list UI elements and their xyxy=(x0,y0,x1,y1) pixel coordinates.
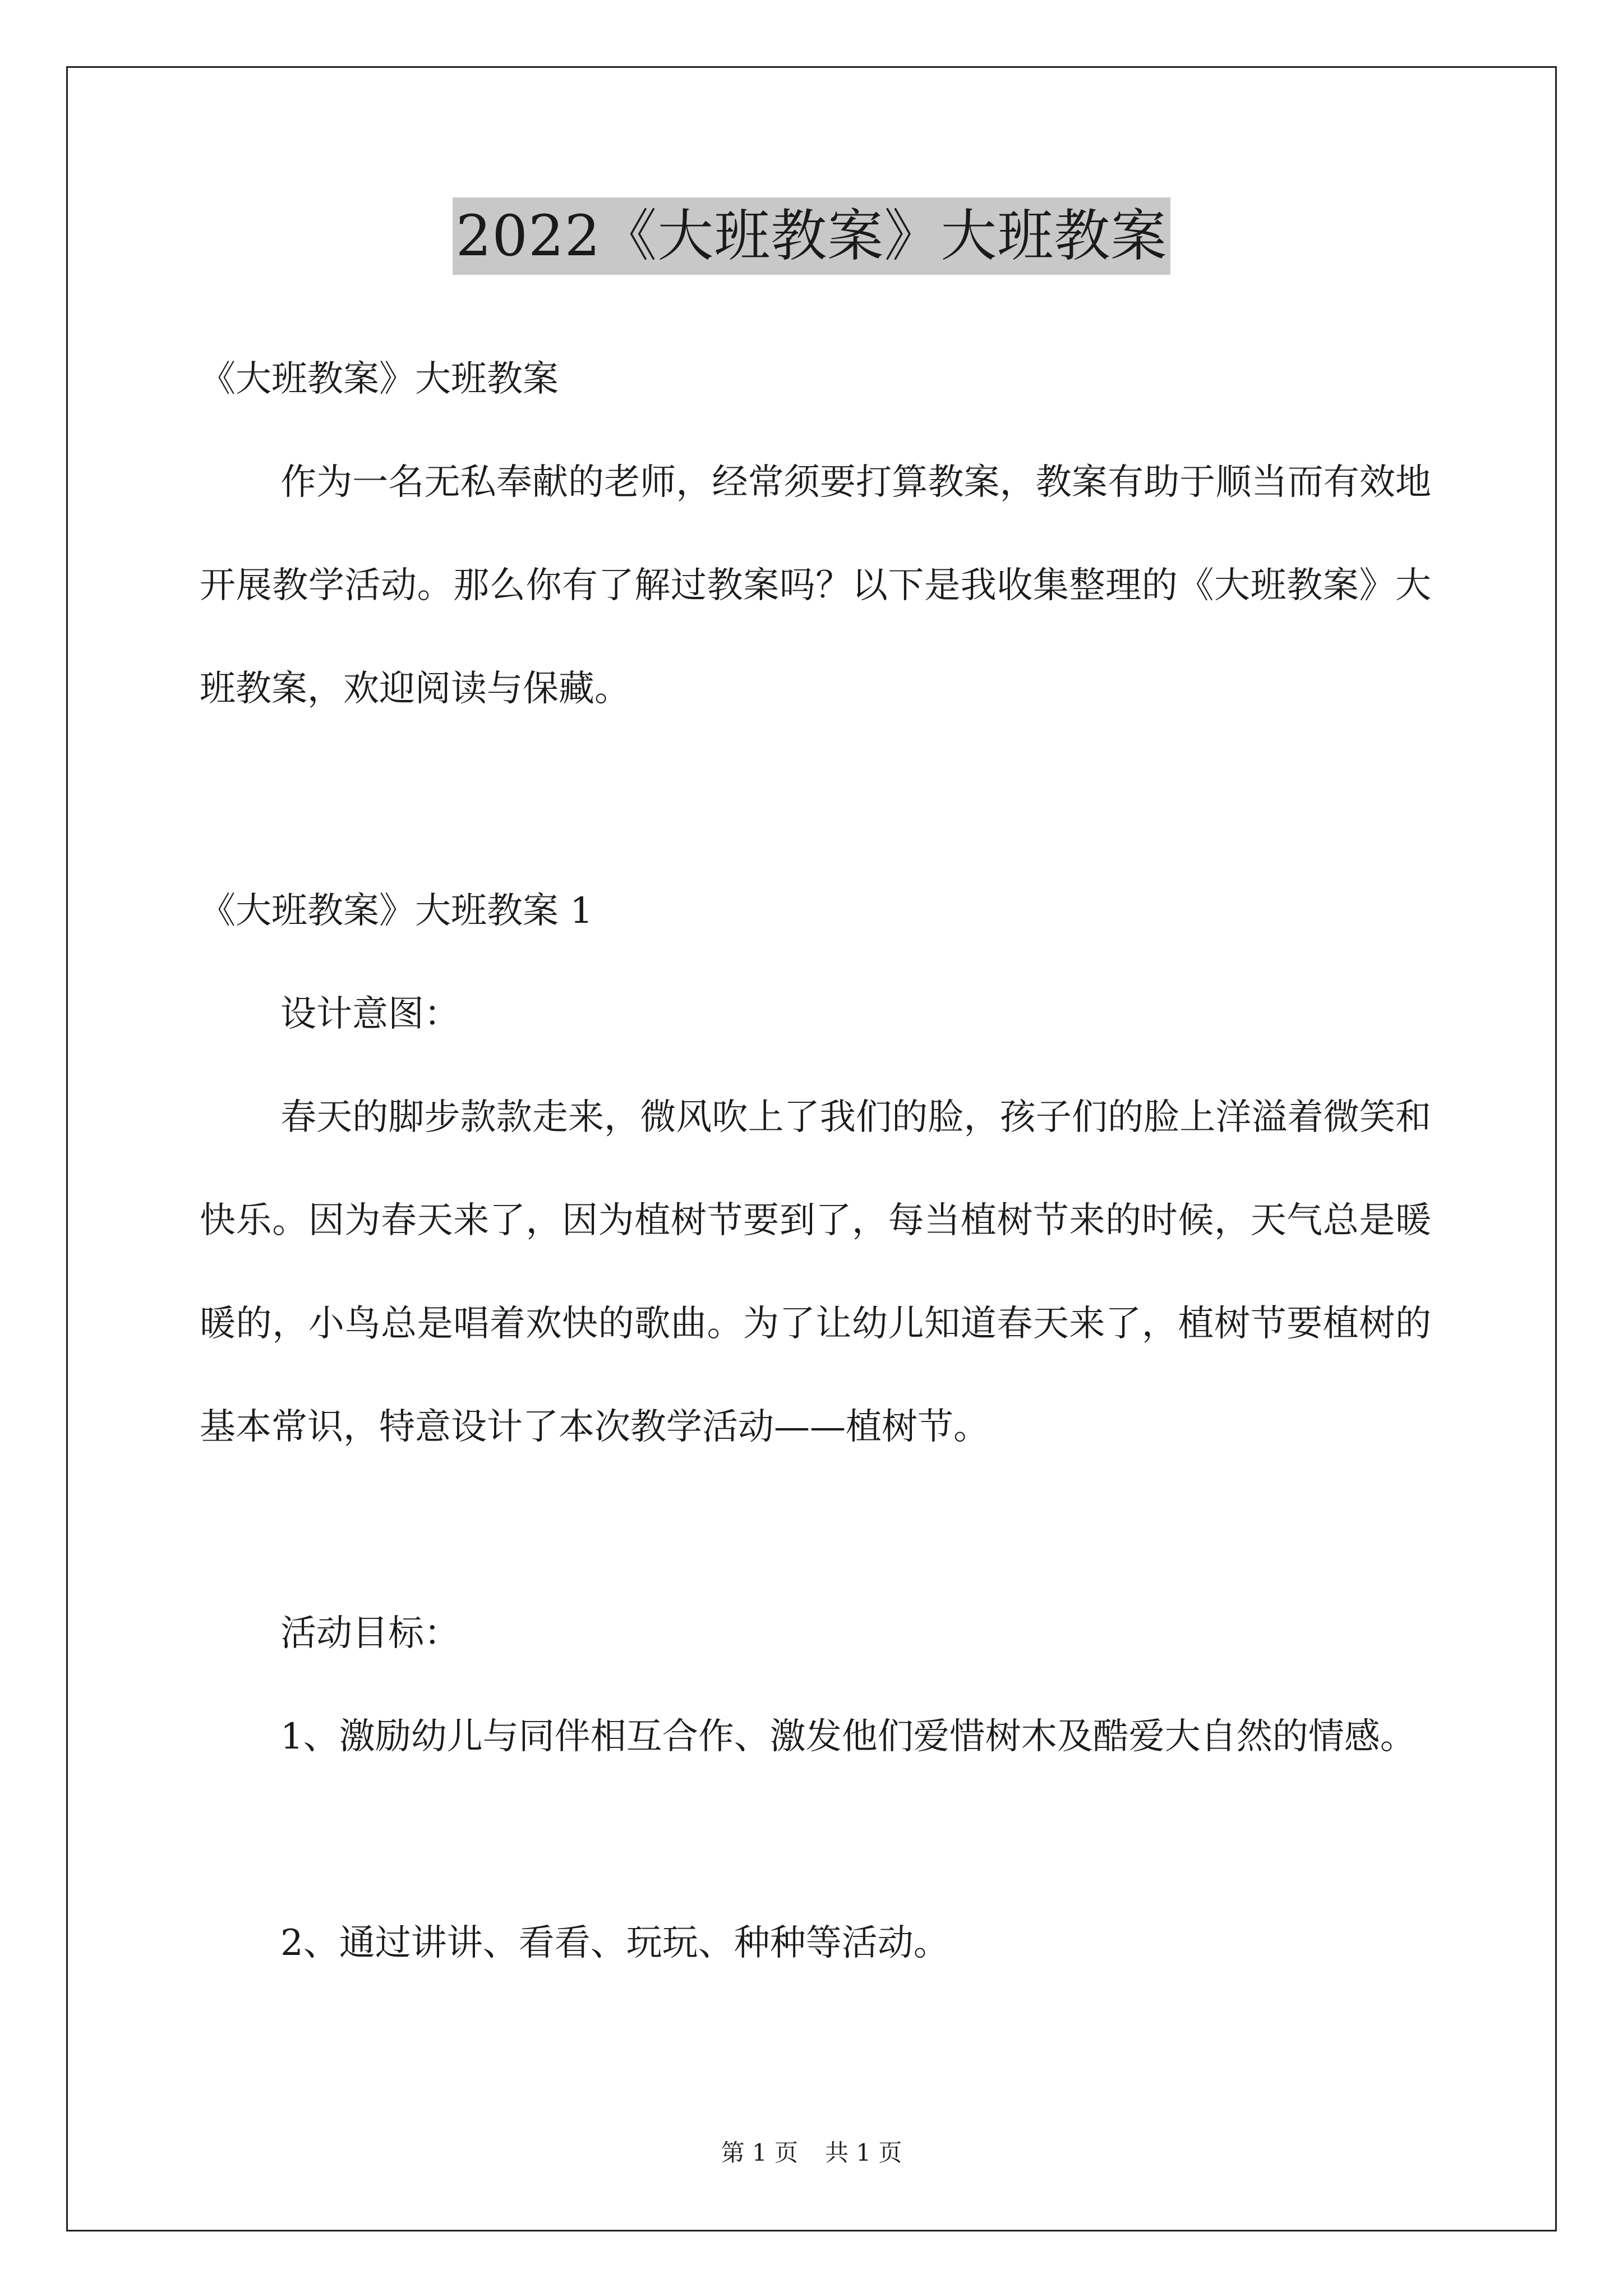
goals-heading: 活动目标： xyxy=(280,1613,460,1654)
page-footer xyxy=(0,2136,1623,2170)
section-heading: 《大班教案》大班教案 1 xyxy=(200,890,593,932)
design-intent-paragraph: 春天的脚步款款走来，微风吹上了我们的脸，孩子们的脸上洋溢着微笑和快乐。因为春天来了，因为植树节要到了，每当植树节来的时候，天气总是暖暖的，小鸟总是唱着欢快的歌曲。为了让幼儿知道春天来了，植树节要植树的基本常识，特意设计了本次教学活动——植树节。 xyxy=(200,1097,1431,1448)
goal-item-1: 1、激励幼儿与同伴相互合作、激发他们爱惜树木及酷爱大自然的情感。 xyxy=(280,1716,1416,1757)
page-number: 第 1 页 xyxy=(721,2139,798,2166)
page-total: 共 1 页 xyxy=(825,2139,902,2166)
title-container xyxy=(0,197,1623,275)
subtitle-paragraph: 《大班教案》大班教案 xyxy=(200,358,559,400)
design-intent-heading: 设计意图： xyxy=(280,993,460,1035)
intro-paragraph: 作为一名无私奉献的老师，经常须要打算教案，教案有助于顺当而有效地开展教学活动。那么你有了解过教案吗？以下是我收集整理的《大班教案》大班教案，欢迎阅读与保藏。 xyxy=(200,462,1431,710)
document-title: 2022《大班教案》大班教案 xyxy=(453,197,1171,275)
goal-item-2: 2、通过讲讲、看看、玩玩、种种等活动。 xyxy=(280,1922,949,1964)
